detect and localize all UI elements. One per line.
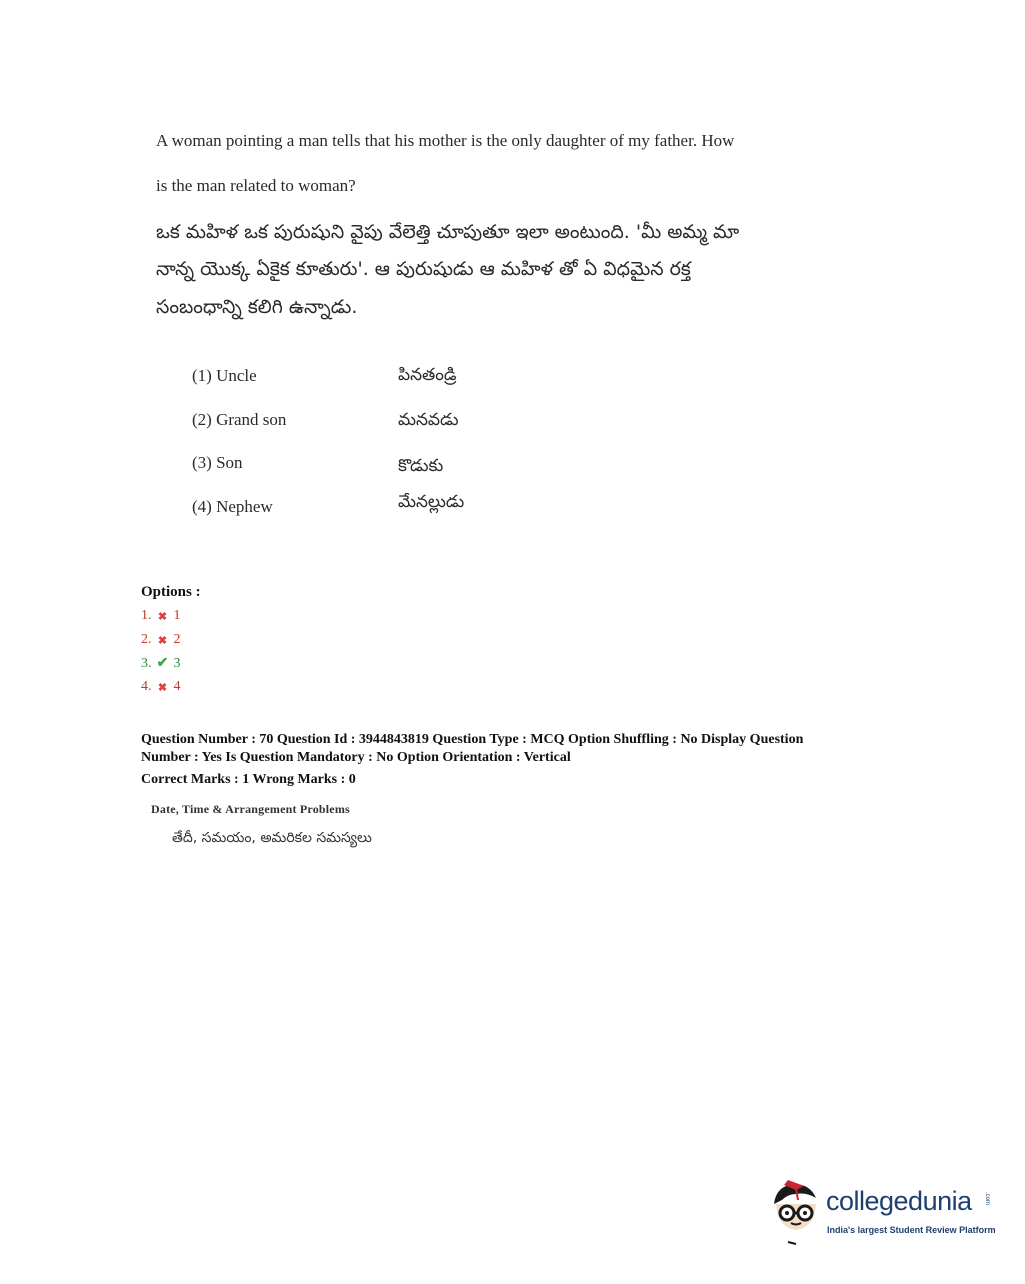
choice-1-label: (1) Uncle	[192, 366, 257, 385]
collegedunia-logo[interactable]	[766, 1178, 996, 1248]
cross-icon: ✖	[157, 634, 168, 647]
section-title-telugu: తేదీ, సమయం, అమరికల సమస్యలు	[172, 830, 372, 846]
option-value: 3	[173, 655, 181, 671]
question-english-line-1: A woman pointing a man tells that his mother is the only daughter of my father. How	[156, 131, 735, 150]
choice-2-label: (2) Grand son	[192, 410, 287, 429]
option-item-2	[141, 632, 181, 648]
option-number: 3.	[141, 655, 152, 671]
choice-2-telugu: మనవడు	[398, 410, 459, 430]
question-telugu-line-2: నాన్న యొక్క ఏకైక కూతురు'. ఆ పురుషుడు ఆ మహిళ తో ఏ విధమైన రక్త	[156, 258, 691, 280]
mascot-icon	[766, 1178, 826, 1248]
question-telugu-line-3: సంబంధాన్ని కలిగి ఉన్నాడు.	[156, 296, 358, 318]
question-meta-line-2: Number : Yes Is Question Mandatory : No Option Orientation : Vertical	[141, 750, 571, 765]
question-marks: Correct Marks : 1 Wrong Marks : 0	[141, 772, 356, 787]
option-value: 1	[173, 608, 181, 623]
choice-3-telugu: కొడుకు	[398, 456, 444, 476]
choice-4-telugu: మేనల్లుడు	[398, 492, 465, 512]
question-english-line-2: is the man related to woman?	[156, 176, 356, 195]
cross-icon: ✖	[157, 681, 168, 694]
logo-wordmark: collegedunia	[826, 1186, 972, 1216]
option-item-4	[141, 679, 181, 695]
question-telugu-line-1: ఒక మహిళ ఒక పురుషుని వైపు వేలెత్తి చూపుతూ ఇలా అంటుంది. 'మీ అమ్మ మా	[156, 221, 740, 243]
logo-tagline: India's largest Student Review Platform	[827, 1225, 996, 1235]
cross-icon: ✖	[157, 610, 168, 623]
option-number: 1.	[141, 608, 152, 623]
question-meta-line-1: Question Number : 70 Question Id : 3944843819 Question Type : MCQ Option Shuffling : No Display Question	[141, 732, 804, 747]
choice-1-telugu: పినతండ్రి	[398, 365, 457, 385]
choice-4-label: (4) Nephew	[192, 497, 273, 516]
option-value: 4	[173, 679, 181, 694]
choice-3-label: (3) Son	[192, 453, 243, 472]
option-number: 2.	[141, 632, 152, 647]
options-title: Options :	[141, 584, 201, 600]
option-number: 4.	[141, 679, 152, 694]
option-item-3	[141, 655, 181, 672]
logo-com: .com	[984, 1192, 990, 1206]
check-icon: ✔	[156, 656, 169, 671]
section-title-english: Date, Time & Arrangement Problems	[151, 802, 350, 816]
option-value: 2	[173, 632, 181, 647]
option-item-1	[141, 608, 181, 624]
